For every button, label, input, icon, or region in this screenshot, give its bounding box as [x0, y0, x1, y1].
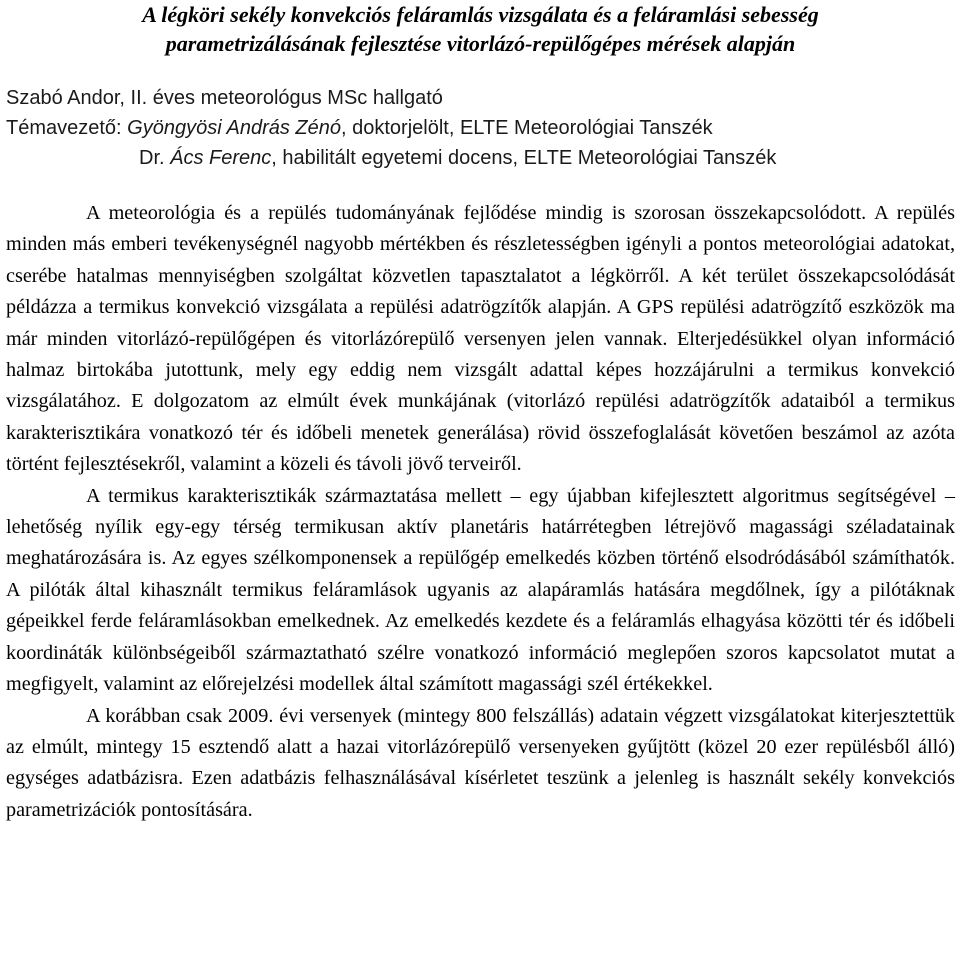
supervisor-2-affiliation: , habilitált egyetemi docens, ELTE Meteorológiai Tanszék [271, 147, 777, 169]
supervisor-label: Témavezető: [6, 117, 128, 139]
supervisor-line-1 [6, 113, 955, 143]
supervisor-2-prefix: Dr. [139, 147, 171, 169]
abstract-paragraph-1: A meteorológia és a repülés tudományának fejlődése mindig is szorosan összekapcsolódott. A repülés minden más emberi tevékenységnél nagyobb mértékben és részletességben igényli a pontos meteorológiai adatokat, cserébe hatalmas mennyiségben szolgáltat közvetlen tapasztalatot a légkörről. A két terület összekapcsolódását példázza a termikus konvekció vizsgálata a repülési adatrögzítők alapján. A GPS repülési adatrögzítő eszközök ma már minden vitorlázó-repülőgépen és vitorlázórepülő versenyen jelen vannak. Elterjedésükkel olyan információ halmaz birtokába jutottunk, mely egy eddig nem vizsgált adattal képes hozzájárulni a termikus konvekció vizsgálatához. E dolgozatom az elmúlt évek munkájának (vitorlázó repülési adatrögzítők adataiból a termikus karakterisztikára vonatkozó tér és időbeli menetek generálása) rövid összefoglalását követően beszámol az azóta történt fejlesztésekről, valamint a közeli és távoli jövő terveiről. [6, 202, 955, 476]
supervisor-line-2 [6, 143, 955, 173]
abstract-paragraph-3: A korábban csak 2009. évi versenyek (mintegy 800 felszállás) adatain végzett vizsgálatokat kiterjesztettük az elmúlt, mintegy 15 esztendő alatt a hazai vitorlázórepülő versenyeken gyűjtött (közel 20 ezer repülésből álló) egységes adatbázisra. Ezen adatbázis felhasználásával kísérletet teszünk a jelenleg is használt sekély konvekciós parametrizációk pontosítására. [6, 704, 955, 821]
title-line-1: A légköri sekély konvekciós feláramlás vizsgálata és a feláramlási sebesség [142, 2, 819, 27]
supervisor-2-name: Ács Ferenc [170, 147, 272, 169]
supervisor-1-name: Gyöngyösi András Zénó [127, 117, 341, 139]
abstract-paragraph-2: A termikus karakterisztikák származtatása mellett – egy újabban kifejlesztett algoritmus segítségével – lehetőség nyílik egy-egy térség termikusan aktív planetáris határrétegben létrejövő magassági széladatainak meghatározására is. Az egyes szélkomponensek a repülőgép emelkedés közben történő elsodródásából számíthatók. A pilóták által kihasznált termikus feláramlások ugyanis az alapáramlás hatására megdőlnek, így a pilótáknak gépeikkel ferde feláramlásokban emelkednek. Az emelkedés kezdete és a feláramlás elhagyása közötti tér és időbeli koordináták különbségeiből származtatható szélre vonatkozó információ meglepően szoros kapcsolatot mutat a megfigyelt, valamint az előrejelzési modellek által számított magassági szél értékekkel. [6, 484, 955, 696]
author-block [6, 83, 955, 173]
document-page [6, 0, 955, 826]
title-line-2: parametrizálásának fejlesztése vitorlázó-repülőgépes mérések alapján [165, 31, 796, 56]
author-line: Szabó Andor, II. éves meteorológus MSc hallgató [6, 87, 443, 109]
supervisor-1-affiliation: , doktorjelölt, ELTE Meteorológiai Tanszék [341, 117, 713, 139]
abstract-body [6, 198, 955, 826]
document-title [6, 0, 955, 58]
